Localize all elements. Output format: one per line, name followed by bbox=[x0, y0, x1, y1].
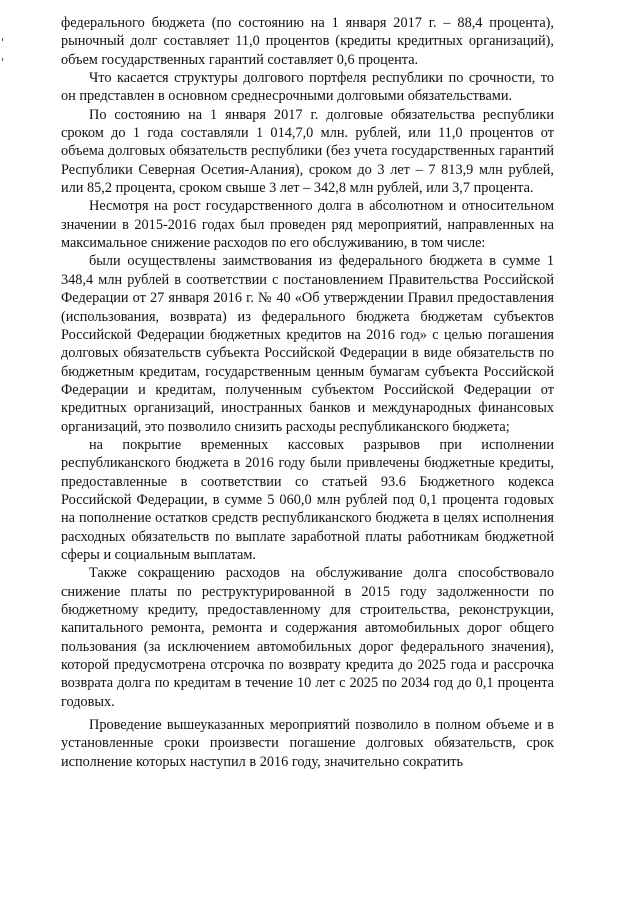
paragraph-results: Проведение вышеуказанных мероприятий позволило в полном объеме и в установленные сроки произвести погашение долговых обязательств, срок исполнение которых наступил в 2016 году, значительно сократить bbox=[61, 717, 554, 770]
paragraph-cash-gaps: на покрытие временных кассовых разрывов при исполнении республиканского бюджета в 2016 году были привлечены бюджетные кредиты, предоставленные в соответствии со статьей 93.6 Бюджетного кодекса Российской Федерации, в сумме 5 060,0 млн рублей под 0,1 процента годовых на пополнение остатков средств республиканского бюджета в целях исполнения расходных обязательств по выплате заработной платы работникам бюджетной сферы и социальным выплатам. bbox=[61, 436, 554, 563]
document-page bbox=[61, 14, 554, 771]
paragraph-measures-intro: Несмотря на рост государственного долга в абсолютном и относительном значении в 2015-2016 годах был проведен ряд мероприятий, направленных на максимальное снижение расходов по его обслуживанию, в том числе: bbox=[61, 198, 554, 252]
paragraph-restructuring: Также сокращению расходов на обслуживание долга способствовало снижение платы по реструктурированной в 2015 году задолженности по бюджетному кредиту, предоставленному для строительства, реконструкции, капитального ремонта, ремонта и содержания автомобильных дорог общего пользования (за исключением автомобильных дорог федерального значения), которой предусмотрена отсрочка по возврату кредита до 2025 года и рассрочка возврата долга по кредитам в течение 10 лет с 2025 по 2034 год до 0,1 процента годовых. bbox=[61, 565, 554, 710]
paragraph-budget-share: федерального бюджета (по состоянию на 1 января 2017 г. – 88,4 процента), рыночный долг составляет 11,0 процентов (кредиты кредитных организаций), объем государственных гарантий составляет 0,6 процента. bbox=[61, 15, 554, 68]
scan-edge-mark bbox=[2, 58, 3, 61]
paragraph-debt-maturity: По состоянию на 1 января 2017 г. долговые обязательства республики сроком до 1 года составляли 1 014,7,0 млн. рублей, или 11,0 процентов от объема долговых обязательств республики (без учета государственных гарантий Республики Северная Осетия-Алания), сроком до 3 лет – 7 813,9 млн рублей, или 85,2 процента, сроком свыше 3 лет – 342,8 млн рублей, или 3,7 процента. bbox=[61, 106, 554, 197]
paragraph-debt-structure: Что касается структуры долгового портфеля республики по срочности, то он представлен в основном среднесрочными долговыми обязательствами. bbox=[61, 70, 554, 105]
paragraph-federal-borrowing: были осуществлены заимствования из федерального бюджета в сумме 1 348,4 млн рублей в соответствии с постановлением Правительства Российской Федерации от 27 января 2016 г. № 40 «Об утверждении Правил предоставления (использования, возврата) из федерального бюджета бюджетам субъектов Российской Федерации бюджетных кредитов на 2016 год» с целью погашения долговых обязательств субъекта Российской Федерации в виде обязательств по бюджетным кредитам, государственным ценным бумагам субъекта Российской Федерации и кредитам, полученным субъектом Российской Федерации от кредитных организаций, иностранных банков и международных финансовых организаций, это позволило снизить расходы республиканского бюджета; bbox=[61, 253, 554, 435]
scan-edge-mark bbox=[2, 38, 3, 41]
